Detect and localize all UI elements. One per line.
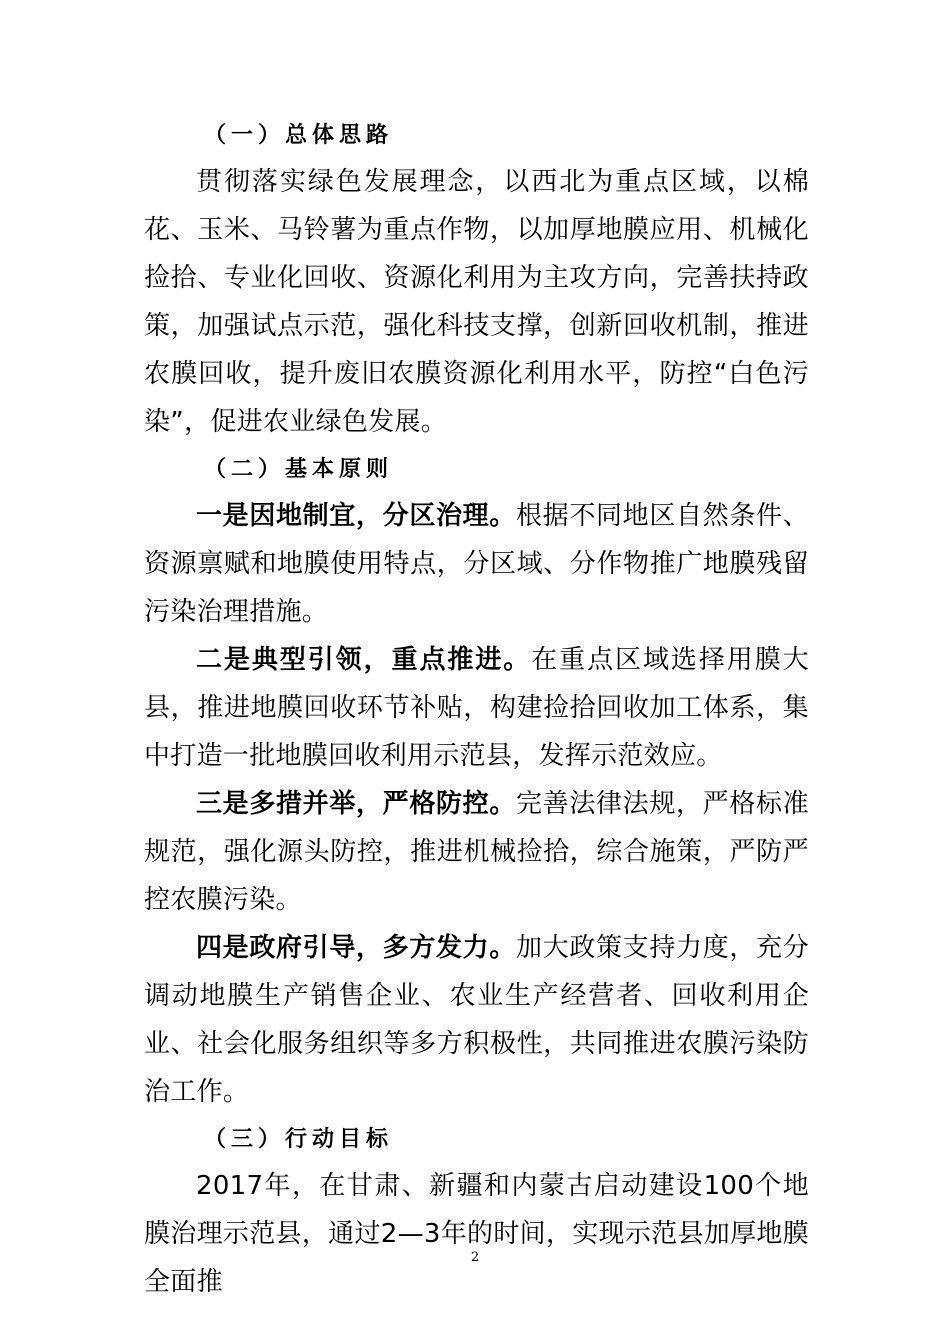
paragraph-text: 根据不同地区自然条件、资源禀赋和地膜使用特点，分区域、分作物推广地膜残留污染治理措施。 — [144, 501, 809, 627]
paragraph-text: 完善法律法规，严格标准规范，强化源头防控，推进机械捡拾，综合施策，严防严控农膜污染。 — [144, 789, 809, 915]
page-number: 2 — [470, 1250, 480, 1265]
paragraph-text: 2017年，在甘肃、新疆和内蒙古启动建设100个地膜治理示范县，通过2—3年的时间，实现示范县加厚地膜全面推 — [144, 1171, 809, 1297]
paragraph-text: 加大政策支持力度，充分调动地膜生产销售企业、农业生产经营者、回收利用企业、社会化服务组织等多方积极性，共同推进农膜污染防治工作。 — [144, 933, 809, 1107]
paragraph-action-goals — [144, 1162, 809, 1306]
paragraph-text: 在重点区域选择用膜大县，推进地膜回收环节补贴，构建捡拾回收加工体系，集中打造一批地膜回收利用示范县，发挥示范效应。 — [144, 645, 809, 771]
section-heading-basic-principles: （二）基本原则 — [204, 456, 394, 482]
paragraph-lead: 二是典型引领，重点推进。 — [196, 645, 532, 675]
document-body — [144, 112, 809, 1306]
paragraph-text: 贯彻落实绿色发展理念，以西北为重点区域，以棉花、玉米、马铃薯为重点作物，以加厚地膜应用、机械化捡拾、专业化回收、资源化利用为主攻方向，完善扶持政策，加强试点示范，强化科技支撑，创新回收机制，推进农膜回收，提升废旧农膜资源化利用水平，防控“白色污染”，促进农业绿色发展。 — [144, 167, 809, 437]
paragraph-principle-3 — [144, 780, 809, 924]
paragraph-lead: 三是多措并举，严格防控。 — [196, 789, 517, 819]
paragraph-lead: 四是政府引导，多方发力。 — [196, 933, 517, 963]
paragraph-overall-approach — [144, 158, 809, 446]
paragraph-lead: 一是因地制宜，分区治理。 — [196, 501, 517, 531]
paragraph-principle-2 — [144, 636, 809, 780]
section-heading-overall-approach: （一）总体思路 — [204, 122, 394, 148]
paragraph-principle-1 — [144, 492, 809, 636]
paragraph-principle-4 — [144, 924, 809, 1116]
section-heading-action-goals: （三）行动目标 — [204, 1126, 394, 1152]
